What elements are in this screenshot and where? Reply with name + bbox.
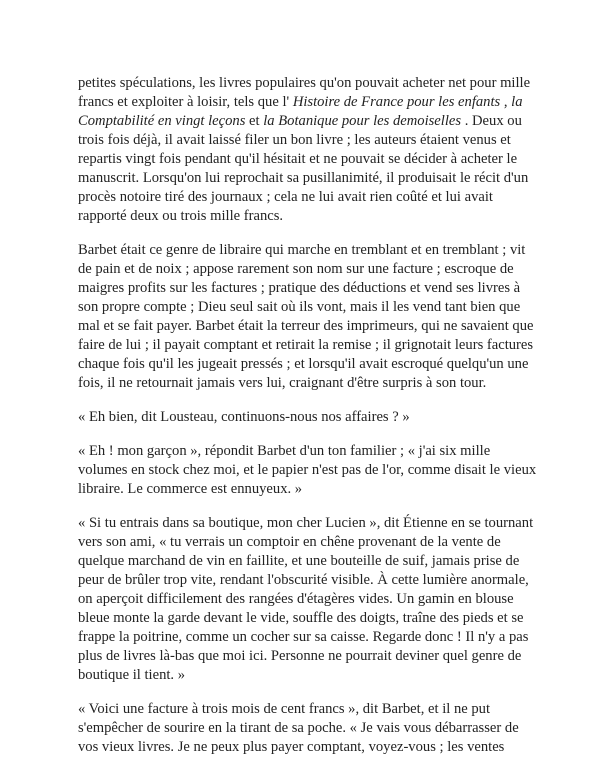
text-run: et [245,113,264,129]
book-title-comptabilite: la Comptabilité en vingt leçons [78,94,523,129]
paragraph [78,700,538,757]
paragraph [78,74,538,226]
text-run: . Deux ou trois fois déjà, il avait laissé filer un bon livre ; les auteurs étaient venus et repartis vingt fois pendant qu'il hésitait et ne pouvait se décider à acheter le manuscrit. Lorsqu'on lui reprochait sa pusillanimité, il produisait le récit d'un procès notoire tiré des journaux ; cela ne lui avait rien coûté et lui avait rapporté deux ou trois mille francs. [78,113,529,224]
book-title-botanique: la Botanique pour les demoiselles [263,113,462,129]
paragraph [78,514,538,685]
text-run: « Eh ! mon garçon », répondit Barbet d'un ton familier ; « j'ai six mille volumes en stock chez moi, et le papier n'est pas de l'or, comme disait le vieux libraire. Le commerce est ennuyeux. » [78,443,537,497]
text-run: Barbet était ce genre de libraire qui marche en tremblant et en tremblant ; vit de pain et de noix ; appose rarement son nom sur une facture ; escroque de maigres profits sur les factures ; pratique des déductions et vend ses livres à son propre compte ; Dieu seul sait où ils vont, mais il les vend tant bien que mal et se fait payer. Barbet était la terreur des imprimeurs, qui ne savaient que faire de lui ; il payait comptant et retirait la remise ; il grignotait leurs factures chaque fois qu'il les jugeait pressés ; et lorsqu'il avait escroqué quelqu'un une fois, il ne retournait jamais vers lui, craignant d'être surpris à son tour. [78,242,534,391]
text-run: « Eh bien, dit Lousteau, continuons-nous nos affaires ? » [78,409,410,425]
text-run: petites spéculations, les livres populaires qu'on pouvait acheter net pour mille francs et exploiter à loisir, tels que l' [78,75,531,110]
paragraph [78,408,538,427]
paragraph [78,442,538,499]
book-title-histoire: Histoire de France pour les enfants [292,94,501,110]
document-page [78,74,538,772]
paragraph [78,241,538,393]
text-run: « Si tu entrais dans sa boutique, mon cher Lucien », dit Étienne en se tournant vers son ami, « tu verrais un comptoir en chêne provenant de la vente de quelque marchand de vin en faillite, et une bouteille de suif, jamais prise de peur de brûler trop vite, rendant l'obscurité visible. À cette lumière anormale, on aperçoit difficilement des rangées d'étagères vides. Un gamin en blouse bleue monte la garde devant le vide, souffle des doigts, traîne des pieds et se frappe la poitrine, comme un cocher sur sa caisse. Regarde donc ! Il n'y a pas plus de livres là-bas que moi ici. Personne ne pourrait deviner quel genre de boutique il tient. » [78,515,534,683]
text-run: « Voici une facture à trois mois de cent francs », dit Barbet, et il ne put s'empêcher de sourire en la tirant de sa poche. « Je vais vous débarrasser de vos vieux livres. Je ne peux plus payer comptant, voyez-vous ; les ventes [78,701,519,755]
text-run: , [500,94,512,110]
